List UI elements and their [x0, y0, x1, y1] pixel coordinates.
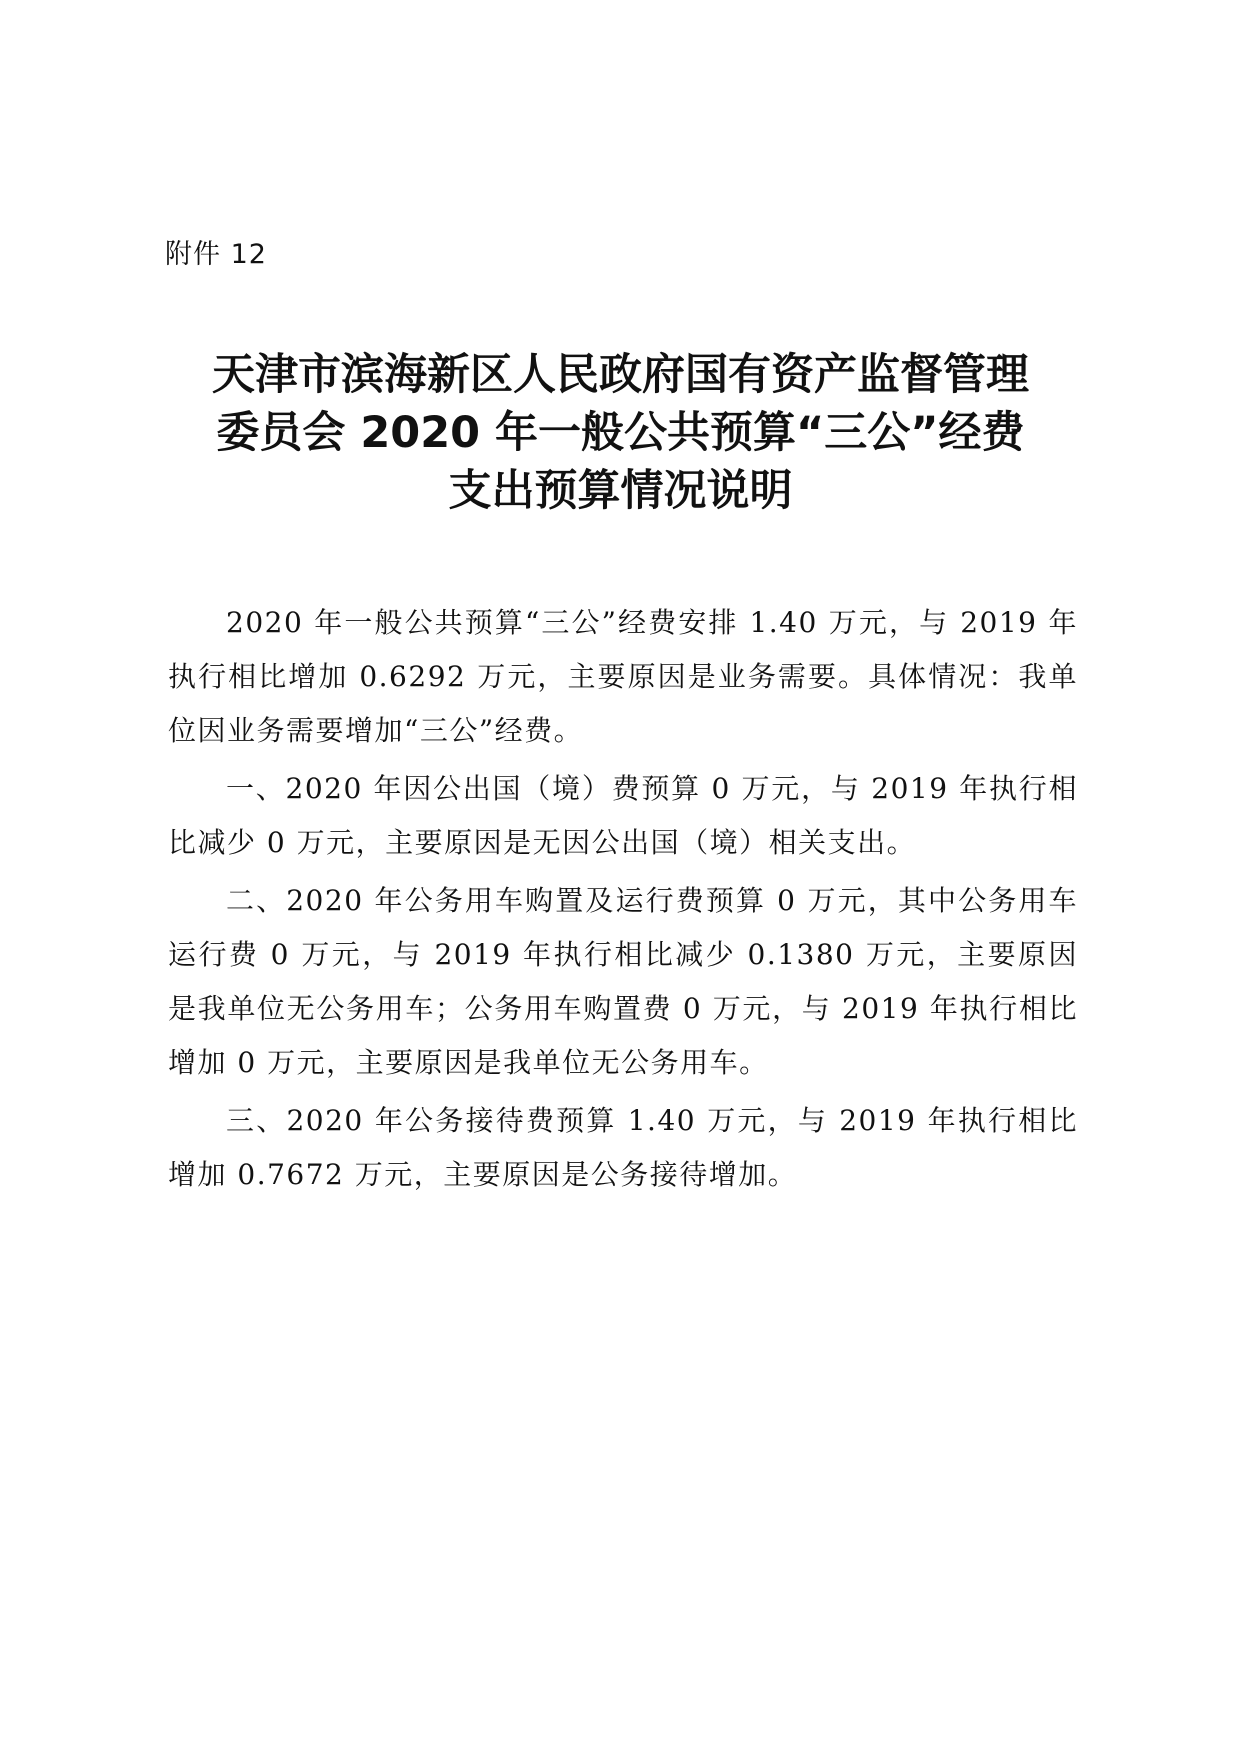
title-line-3: 支出预算情况说明 [448, 466, 793, 516]
paragraph-official-reception: 三、2020 年公务接待费预算 1.40 万元，与 2019 年执行相比增加 0.7672 万元，主要原因是公务接待增加。 [168, 1104, 1078, 1191]
title-line-2: 委员会 2020 年一般公共预算“三公”经费 [216, 408, 1025, 458]
paragraph-summary: 2020 年一般公共预算“三公”经费安排 1.40 万元，与 2019 年执行相比增加 0.6292 万元，主要原因是业务需要。具体情况：我单位因业务需要增加“三公”经费。 [168, 606, 1078, 747]
attachment-label: 附件 12 [165, 239, 267, 270]
document-title [0, 346, 1241, 520]
title-line-1: 天津市滨海新区人民政府国有资产监督管理 [212, 350, 1029, 400]
paragraph-overseas-travel: 一、2020 年因公出国（境）费预算 0 万元，与 2019 年执行相比减少 0 万元，主要原因是无因公出国（境）相关支出。 [168, 772, 1078, 859]
document-body [168, 596, 1078, 1206]
paragraph-official-vehicles: 二、2020 年公务用车购置及运行费预算 0 万元，其中公务用车运行费 0 万元，与 2019 年执行相比减少 0.1380 万元，主要原因是我单位无公务用车；公务用车购置费 0 万元，与 2019 年执行相比增加 0 万元，主要原因是我单位无公务用车。 [168, 884, 1078, 1079]
